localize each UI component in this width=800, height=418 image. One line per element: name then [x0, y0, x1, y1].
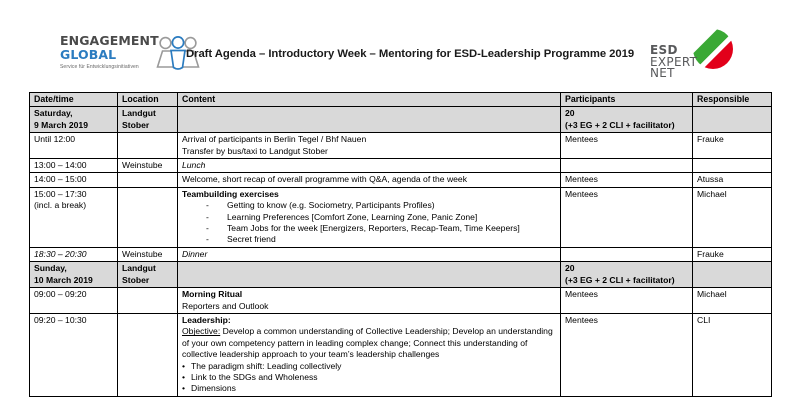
table-row — [30, 159, 772, 173]
cell-location — [118, 262, 178, 288]
list-item: • Dimensions — [182, 383, 556, 394]
content-line: Arrival of participants in Berlin Tegel / Bhf Nauen — [182, 134, 367, 145]
cell-participants: Mentees — [561, 133, 693, 159]
esd-line-net: NET — [650, 66, 675, 80]
objective-label: Objective: — [182, 326, 221, 337]
list-item: - Secret friend — [182, 234, 556, 245]
content-heading: Teambuilding exercises — [182, 188, 279, 199]
date-line: 18:30 – 20:30 — [34, 248, 87, 259]
column-header-content: Content — [178, 93, 561, 107]
cell-location — [118, 107, 178, 133]
cell-content: Welcome, short recap of overall programme with Q&A, agenda of the week — [178, 173, 561, 187]
cell-responsible: Atussa — [693, 173, 772, 187]
date-line: Sunday, — [34, 263, 67, 274]
cell-content: Lunch — [178, 159, 561, 173]
cell-responsible — [693, 107, 772, 133]
cell-content — [178, 187, 561, 247]
objective-paragraph — [182, 326, 556, 360]
cell-participants — [561, 262, 693, 288]
content-dash-list — [182, 200, 556, 246]
content-heading: Leadership: — [182, 314, 231, 325]
cell-content: Dinner — [178, 247, 561, 261]
table-header-row — [30, 93, 772, 107]
cell-date — [30, 187, 118, 247]
date-line: 13:00 – 14:00 — [34, 160, 87, 171]
cell-location — [118, 173, 178, 187]
objective-text: Develop a common understanding of Collective Leadership; Develop an understanding of your own competency pattern in leading complex change; Connect this understanding of collective leadership approach to your team’s leadership challenges — [182, 326, 553, 360]
location-line: Stober — [122, 274, 150, 285]
list-item: • The paradigm shift: Leading collectively — [182, 361, 556, 372]
esd-line-expert: EXPERT — [650, 54, 698, 69]
date-line: 09:00 – 09:20 — [34, 289, 87, 300]
cell-participants: Mentees — [561, 288, 693, 314]
date-line: 15:00 – 17:30 — [34, 188, 87, 199]
participants-line: 20 — [565, 108, 575, 119]
engagement-global-logo — [60, 34, 205, 82]
day-row-saturday — [30, 107, 772, 133]
cell-responsible: Michael — [693, 187, 772, 247]
cell-content — [178, 313, 561, 396]
list-item: - Team Jobs for the week [Energizers, Reporters, Recap-Team, Time Keepers] — [182, 223, 556, 234]
cell-location — [118, 133, 178, 159]
page-title: Draft Agenda – Introductory Week – Mentoring for ESD-Leadership Programme 2019 — [186, 48, 635, 60]
cell-content — [178, 288, 561, 314]
logo-line-global: GLOBAL — [60, 47, 117, 62]
cell-responsible: Michael — [693, 288, 772, 314]
cell-participants: Mentees — [561, 313, 693, 396]
location-line: Landgut — [122, 108, 156, 119]
cell-date — [30, 173, 118, 187]
table-row — [30, 187, 772, 247]
cell-responsible — [693, 159, 772, 173]
date-line: (incl. a break) — [34, 200, 87, 211]
agenda-table — [29, 92, 772, 397]
cell-date — [30, 262, 118, 288]
cell-participants — [561, 247, 693, 261]
list-item: • Link to the SDGs and Wholeness — [182, 372, 556, 383]
date-line: 09:20 – 10:30 — [34, 314, 87, 325]
cell-participants — [561, 159, 693, 173]
cell-location — [118, 288, 178, 314]
colored-sphere-icon — [692, 28, 734, 75]
column-header-datetime: Date/time — [30, 93, 118, 107]
cell-location: Weinstube — [118, 159, 178, 173]
location-line: Stober — [122, 119, 150, 130]
cell-content — [178, 107, 561, 133]
table-row — [30, 288, 772, 314]
document-header — [0, 0, 800, 92]
cell-date — [30, 133, 118, 159]
cell-content — [178, 262, 561, 288]
content-line: Transfer by bus/taxi to Landgut Stober — [182, 145, 328, 156]
cell-responsible: Frauke — [693, 247, 772, 261]
cell-responsible: Frauke — [693, 133, 772, 159]
table-row — [30, 313, 772, 396]
date-line: Saturday, — [34, 108, 73, 119]
date-line: 10 March 2019 — [34, 274, 93, 285]
cell-content — [178, 133, 561, 159]
esd-expert-net-logo — [650, 28, 750, 80]
day-row-sunday — [30, 262, 772, 288]
cell-date — [30, 288, 118, 314]
cell-date — [30, 107, 118, 133]
cell-participants — [561, 107, 693, 133]
esd-wordmark — [650, 45, 697, 80]
content-line: Reporters and Outlook — [182, 300, 269, 311]
cell-participants: Mentees — [561, 173, 693, 187]
date-line: 9 March 2019 — [34, 119, 88, 130]
cell-location — [118, 313, 178, 396]
table-row — [30, 173, 772, 187]
cell-date — [30, 313, 118, 396]
location-line: Landgut — [122, 263, 156, 274]
cell-location — [118, 187, 178, 247]
esd-line-esd: ESD — [650, 43, 678, 57]
participants-line: (+3 EG + 2 CLI + facilitator) — [565, 119, 675, 130]
cell-date — [30, 247, 118, 261]
date-line: Until 12:00 — [34, 134, 76, 145]
engagement-global-wordmark — [60, 33, 159, 70]
table-row — [30, 133, 772, 159]
list-item: - Learning Preferences [Comfort Zone, Learning Zone, Panic Zone] — [182, 212, 556, 223]
logo-line-engagement: ENGAGEMENT — [60, 33, 159, 48]
cell-location: Weinstube — [118, 247, 178, 261]
agenda-table-container — [29, 92, 771, 397]
cell-participants: Mentees — [561, 187, 693, 247]
content-bullet-list — [182, 361, 556, 395]
cell-date — [30, 159, 118, 173]
content-heading: Morning Ritual — [182, 289, 243, 300]
cell-responsible: CLI — [693, 313, 772, 396]
participants-line: 20 — [565, 263, 575, 274]
logo-tagline: Service für Entwicklungsinitiativen — [60, 64, 139, 70]
participants-line: (+3 EG + 2 CLI + facilitator) — [565, 274, 675, 285]
column-header-participants: Participants — [561, 93, 693, 107]
table-row — [30, 247, 772, 261]
cell-responsible — [693, 262, 772, 288]
column-header-responsible: Responsible — [693, 93, 772, 107]
list-item: - Getting to know (e.g. Sociometry, Participants Profiles) — [182, 200, 556, 211]
date-line: 14:00 – 15:00 — [34, 174, 87, 185]
column-header-location: Location — [118, 93, 178, 107]
